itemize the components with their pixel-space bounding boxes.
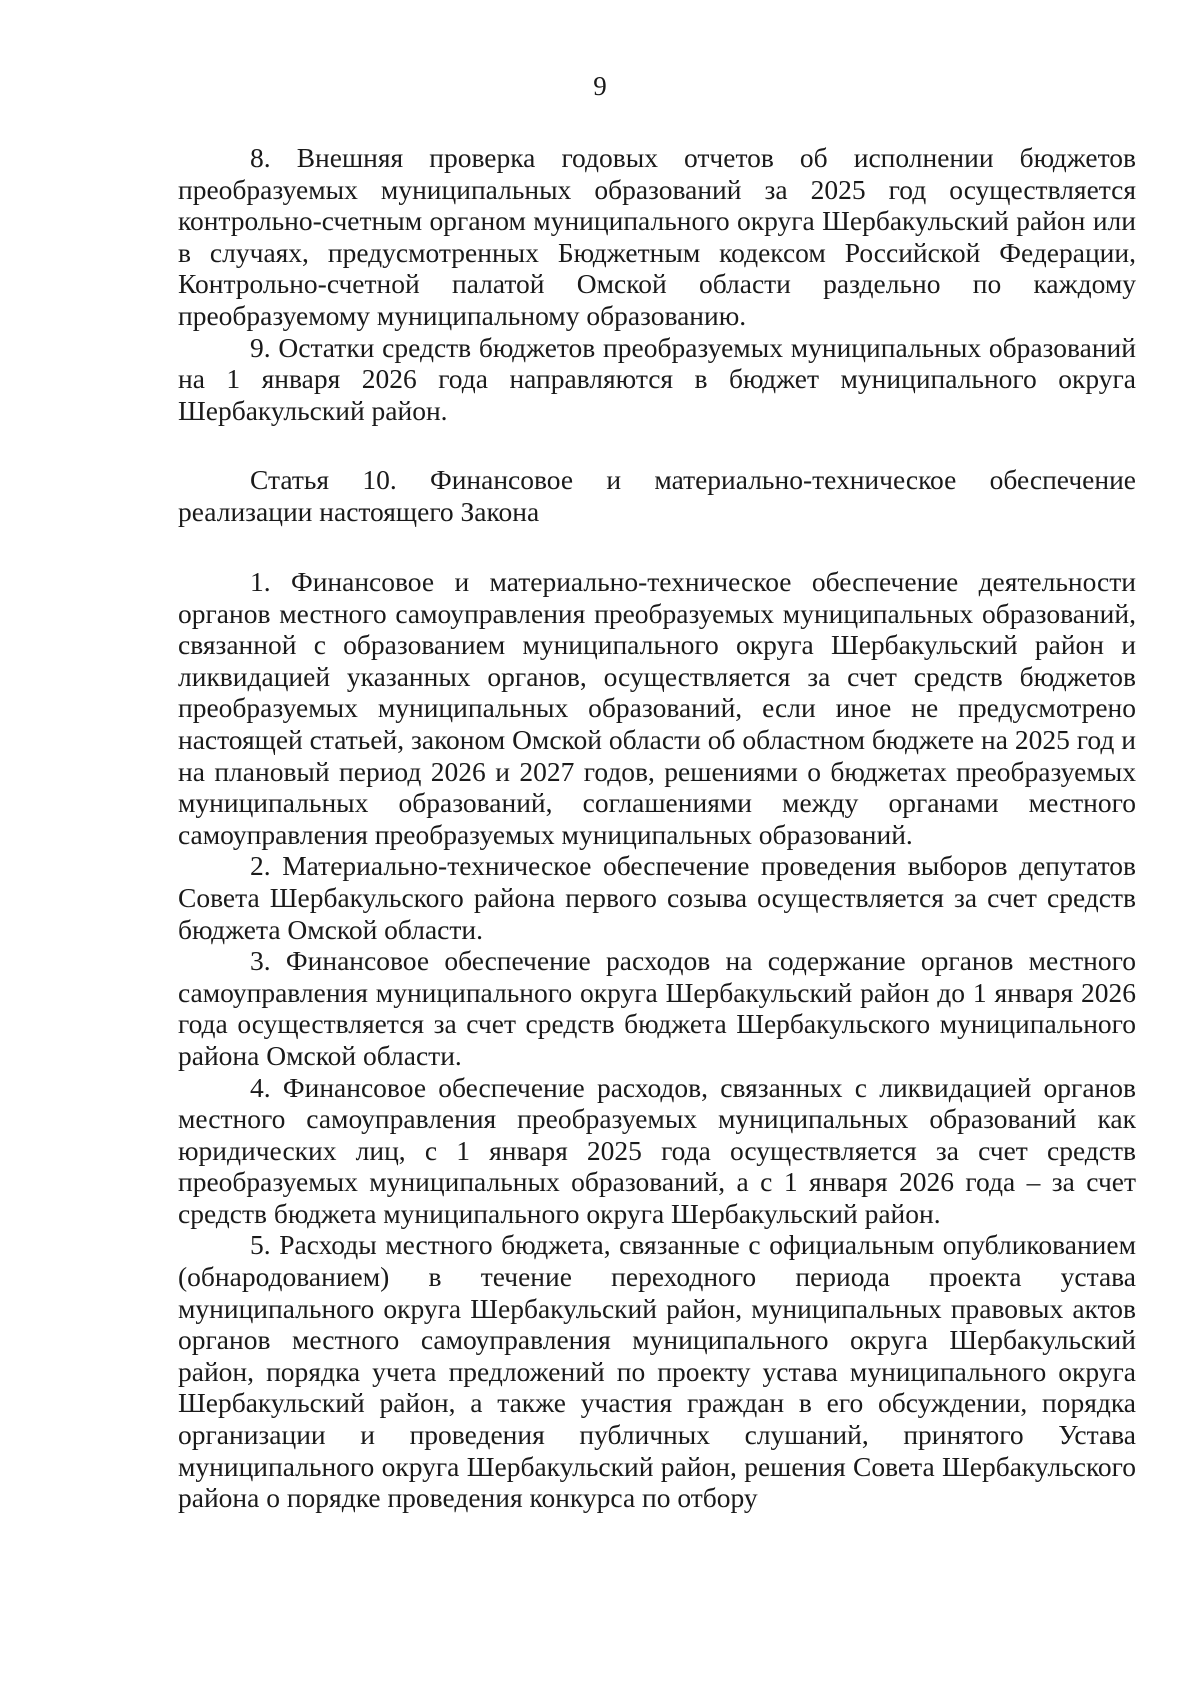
article-heading: Статья 10. Финансовое и материально-техническое обеспечение реализации настоящего Закона bbox=[178, 464, 1136, 527]
article-paragraph-2: 2. Материально-техническое обеспечение проведения выборов депутатов Совета Шербакульского района первого созыва осуществляется за счет средств бюджета Омской области. bbox=[178, 850, 1136, 945]
paragraph-9: 9. Остатки средств бюджетов преобразуемых муниципальных образований на 1 января 2026 года направляются в бюджет муниципального округа Шербакульский район. bbox=[178, 331, 1136, 426]
article-paragraph-3: 3. Финансовое обеспечение расходов на содержание органов местного самоуправления муниципального округа Шербакульский район до 1 января 2026 года осуществляется за счет средств бюджета Шербакульского муниципального района Омской области. bbox=[178, 945, 1136, 1071]
article-paragraphs bbox=[178, 566, 1136, 1514]
article-paragraph-4: 4. Финансовое обеспечение расходов, связанных с ликвидацией органов местного самоуправления преобразуемых муниципальных образований как юридических лиц, с 1 января 2025 года осуществляется за счет средств преобразуемых муниципальных образований, а с 1 января 2026 года – за счет средств бюджета муниципального округа Шербакульский район. bbox=[178, 1071, 1136, 1229]
paragraph-8: 8. Внешняя проверка годовых отчетов об исполнении бюджетов преобразуемых муниципальных образований за 2025 год осуществляется контрольно-счетным органом муниципального округа Шербакульский район или в случаях, предусмотренных Бюджетным кодексом Российской Федерации, Контрольно-счетной палатой Омской области раздельно по каждому преобразуемому муниципальному образованию. bbox=[178, 142, 1136, 331]
page-number: 9 bbox=[593, 71, 607, 101]
article-paragraph-1: 1. Финансовое и материально-техническое обеспечение деятельности органов местного самоуправления преобразуемых муниципальных образований, связанной с образованием муниципального округа Шербакульский район и ликвидацией указанных органов, осуществляется за счет средств бюджетов преобразуемых муниципальных образований, если иное не предусмотрено настоящей статьей, законом Омской области об областном бюджете на 2025 год и на плановый период 2026 и 2027 годов, решениями о бюджетах преобразуемых муниципальных образований, соглашениями между органами местного самоуправления преобразуемых муниципальных образований. bbox=[178, 566, 1136, 850]
article-paragraph-5: 5. Расходы местного бюджета, связанные с официальным опубликованием (обнародованием) в течение переходного периода проекта устава муниципального округа Шербакульский район, муниципальных правовых актов органов местного самоуправления муниципального округа Шербакульский район, порядка учета предложений по проекту устава муниципального округа Шербакульский район, а также участия граждан в его обсуждении, порядка организации и проведения публичных слушаний, принятого Устава муниципального округа Шербакульский район, решения Совета Шербакульского района о порядке проведения конкурса по отбору bbox=[178, 1229, 1136, 1514]
top-paragraphs bbox=[178, 142, 1136, 426]
